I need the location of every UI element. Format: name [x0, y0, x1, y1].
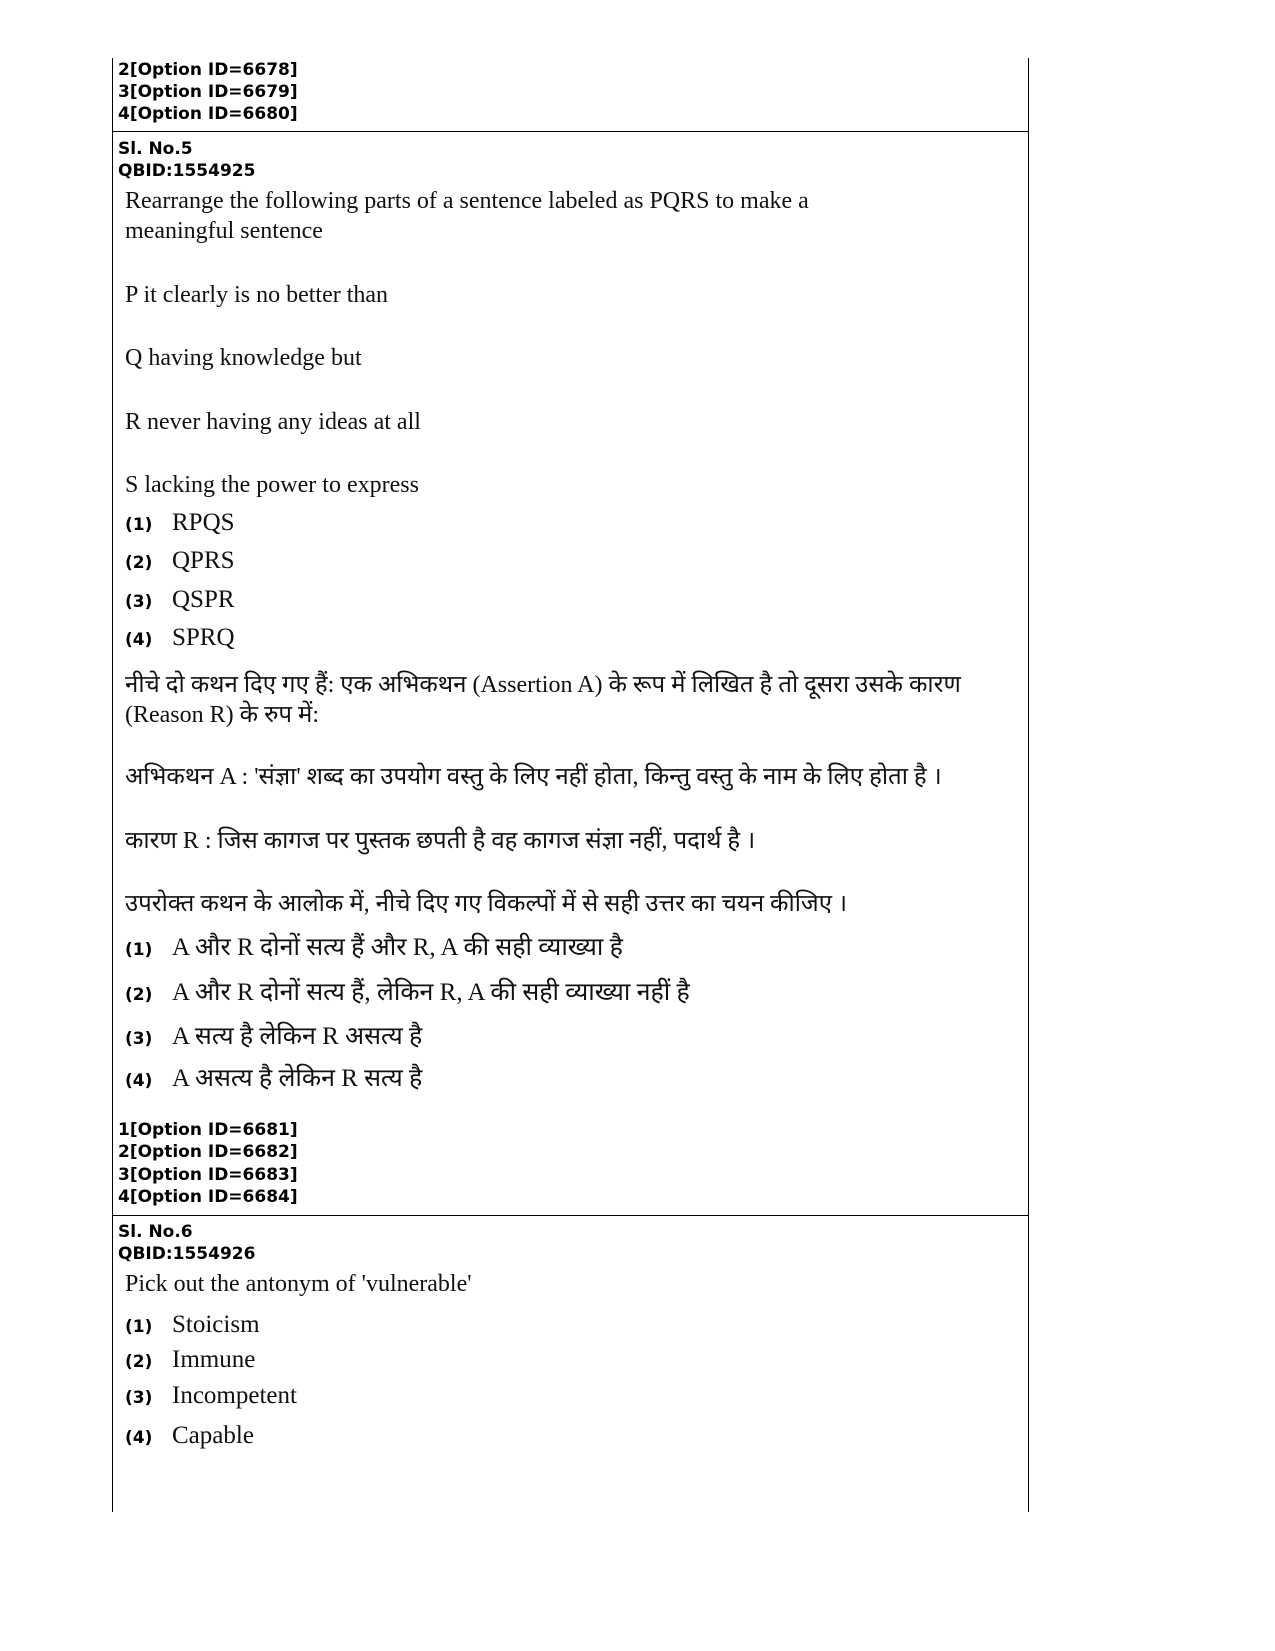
table-left-border — [112, 58, 113, 1512]
option-id: 3[Option ID=6679] — [118, 82, 298, 102]
option-number: (2) — [125, 553, 153, 573]
qbid: QBID:1554925 — [118, 161, 256, 181]
option-text: QPRS — [172, 547, 235, 574]
question-text: Pick out the antonym of 'vulnerable' — [125, 1271, 472, 1297]
sentence-part-q: Q having knowledge but — [125, 345, 362, 371]
option-text: A और R दोनों सत्य हैं, लेकिन R, A की सही व्याख्या नहीं है — [172, 979, 690, 1006]
answer-option — [125, 586, 235, 614]
answer-option — [125, 929, 623, 963]
option-number: (2) — [125, 1352, 153, 1372]
option-number: (1) — [125, 515, 153, 535]
option-id: 1[Option ID=6681] — [118, 1120, 298, 1140]
table-right-border — [1028, 58, 1029, 1512]
answer-option — [125, 974, 690, 1008]
option-number: (4) — [125, 630, 153, 650]
answer-option — [125, 1422, 254, 1450]
option-number: (3) — [125, 1388, 153, 1408]
answer-option — [125, 624, 235, 652]
option-number: (2) — [125, 985, 153, 1005]
sentence-part-p: P it clearly is no better than — [125, 282, 389, 308]
sentence-part-s: S lacking the power to express — [125, 472, 419, 498]
hindi-question-text: (Reason R) के रुप में: — [125, 702, 320, 728]
option-number: (4) — [125, 1071, 153, 1091]
qbid: QBID:1554926 — [118, 1244, 256, 1264]
option-id: 4[Option ID=6680] — [118, 104, 298, 124]
option-text: Capable — [172, 1422, 254, 1449]
option-number: (1) — [125, 940, 153, 960]
option-id: 3[Option ID=6683] — [118, 1165, 298, 1185]
option-number: (1) — [125, 1317, 153, 1337]
answer-option — [125, 1382, 297, 1410]
option-text: A असत्य है लेकिन R सत्य है — [172, 1065, 423, 1092]
answer-option — [125, 547, 235, 575]
option-text: Stoicism — [172, 1311, 260, 1338]
option-id: 2[Option ID=6678] — [118, 60, 298, 80]
assertion-text: अभिकथन A : 'संज्ञा' शब्द का उपयोग वस्तु के लिए नहीं होता, किन्तु वस्तु के नाम के लिए होता है । — [125, 764, 942, 790]
option-number: (3) — [125, 1029, 153, 1049]
sentence-part-r: R never having any ideas at all — [125, 409, 421, 435]
option-text: Incompetent — [172, 1382, 297, 1409]
answer-option — [125, 1060, 422, 1094]
option-text: QSPR — [172, 586, 235, 613]
instruction-text: उपरोक्त कथन के आलोक में, नीचे दिए गए विकल्पों में से सही उत्तर का चयन कीजिए । — [125, 891, 848, 917]
serial-number: Sl. No.5 — [118, 139, 193, 159]
answer-option — [125, 1018, 422, 1052]
reason-text: कारण R : जिस कागज पर पुस्तक छपती है वह कागज संज्ञा नहीं, पदार्थ है । — [125, 828, 756, 854]
option-id: 4[Option ID=6684] — [118, 1187, 298, 1207]
option-text: RPQS — [172, 509, 235, 536]
answer-option — [125, 1311, 260, 1339]
row-divider — [112, 1215, 1029, 1216]
option-number: (3) — [125, 592, 153, 612]
option-text: A और R दोनों सत्य हैं और R, A की सही व्याख्या है — [172, 934, 623, 961]
hindi-question-text: नीचे दो कथन दिए गए हैं: एक अभिकथन (Assertion A) के रूप में लिखित है तो दूसरा उसके कारण — [125, 672, 961, 698]
answer-option — [125, 1346, 255, 1374]
option-text: Immune — [172, 1346, 256, 1373]
option-number: (4) — [125, 1428, 153, 1448]
option-id: 2[Option ID=6682] — [118, 1142, 298, 1162]
row-divider — [112, 131, 1029, 132]
answer-option — [125, 509, 235, 537]
question-text: Rearrange the following parts of a sentence labeled as PQRS to make a — [125, 188, 809, 214]
option-text: A सत्य है लेकिन R असत्य है — [172, 1023, 423, 1050]
serial-number: Sl. No.6 — [118, 1222, 193, 1242]
option-text: SPRQ — [172, 624, 235, 651]
question-text: meaningful sentence — [125, 218, 323, 244]
